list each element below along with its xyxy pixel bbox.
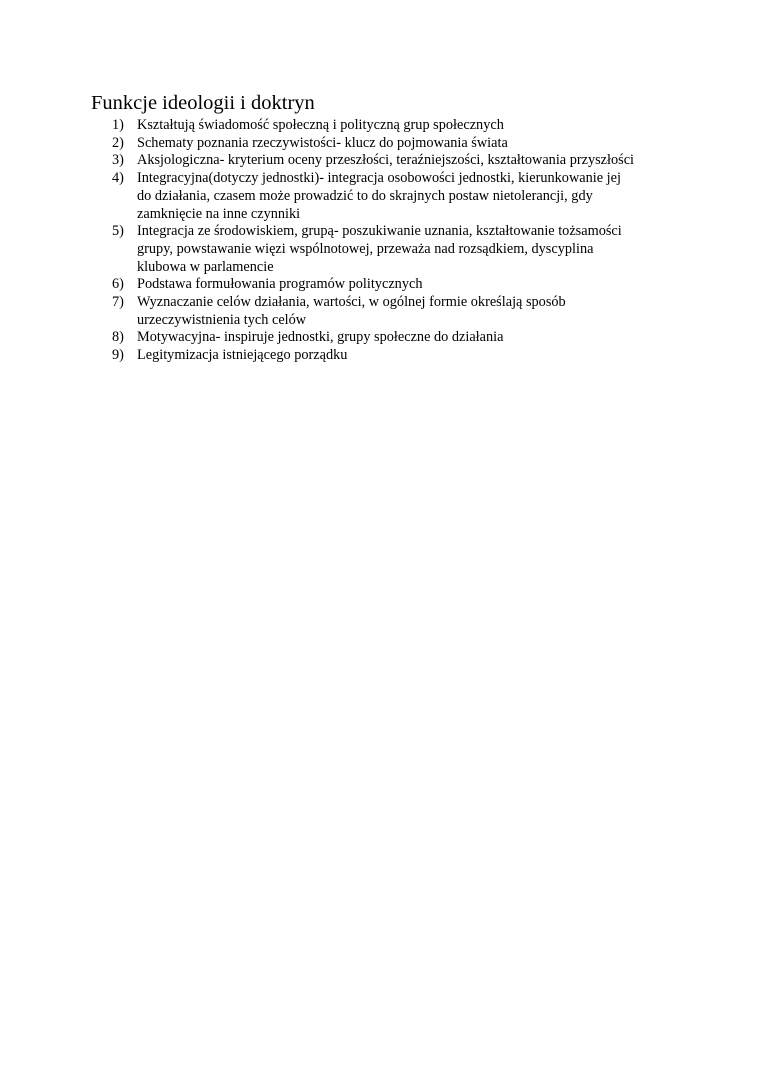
list-item-number: 4): [112, 170, 124, 187]
list-item-number: 8): [112, 329, 124, 346]
document-content: [91, 90, 681, 365]
list-item: [91, 294, 681, 329]
list-item: [91, 170, 681, 223]
list-item: [91, 117, 681, 135]
list-item-text-line: grupy, powstawanie więzi wspólnotowej, przeważa nad rozsądkiem, dyscyplina: [137, 240, 594, 257]
list-item-text-line: zamknięcie na inne czynniki: [137, 205, 301, 222]
list-item-text-line: do działania, czasem może prowadzić to do skrajnych postaw nietolerancji, gdy: [137, 187, 593, 204]
list-item: [91, 276, 681, 294]
list-item-text-line: klubowa w parlamencie: [137, 258, 274, 275]
list-item-number: 6): [112, 276, 124, 293]
list-item: [91, 347, 681, 365]
list-item-number: 1): [112, 117, 124, 133]
list-item: [91, 135, 681, 153]
list-item-text-line: Integracyjna(dotyczy jednostki)- integracja osobowości jednostki, kierunkowanie jej: [137, 170, 621, 187]
list-item-text-line: Schematy poznania rzeczywistości- klucz do pojmowania świata: [137, 134, 508, 151]
list-item-text-line: Aksjologiczna- kryterium oceny przeszłości, teraźniejszości, kształtowania przyszłości: [137, 152, 635, 169]
list-item-text-line: Legitymizacja istniejącego porządku: [137, 347, 348, 364]
list-item-number: 5): [112, 223, 124, 240]
list-item-text-line: Podstawa formułowania programów politycznych: [137, 276, 423, 293]
document-title: Funkcje ideologii i doktryn: [91, 92, 315, 114]
list-item-text-line: Kształtują świadomość społeczną i polityczną grup społecznych: [137, 117, 504, 133]
list-item-number: 7): [112, 294, 124, 311]
list-item-text-line: Wyznaczanie celów działania, wartości, w ogólnej formie określają sposób: [137, 294, 566, 311]
list-item-text-line: Integracja ze środowiskiem, grupą- poszukiwanie uznania, kształtowanie tożsamości: [137, 223, 622, 240]
list-item: [91, 329, 681, 347]
list-item-number: 9): [112, 347, 124, 364]
numbered-list: [91, 117, 681, 365]
list-item-number: 3): [112, 152, 124, 169]
list-item: [91, 152, 681, 170]
list-item-text-line: Motywacyjna- inspiruje jednostki, grupy społeczne do działania: [137, 329, 504, 346]
list-item-text-line: urzeczywistnienia tych celów: [137, 311, 307, 328]
list-item: [91, 223, 681, 276]
list-item-number: 2): [112, 134, 124, 151]
